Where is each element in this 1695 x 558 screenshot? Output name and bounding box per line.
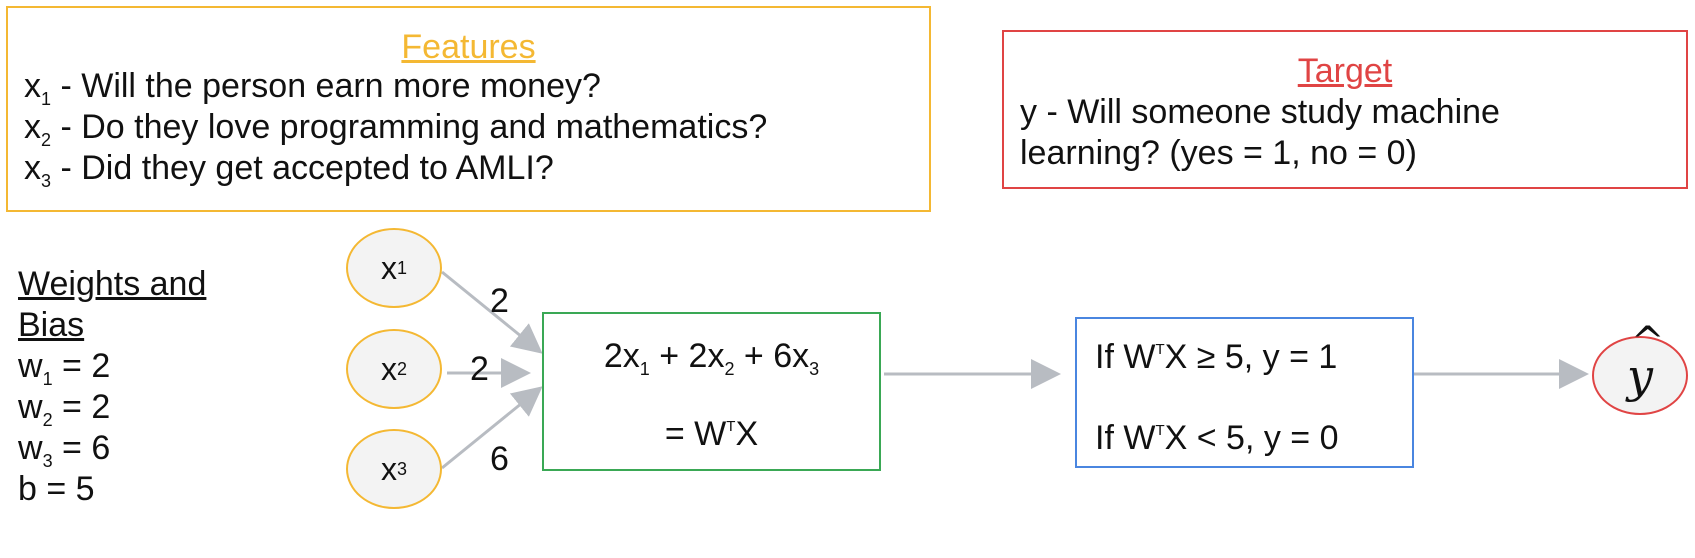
target-line-1: y - Will someone study machine — [1020, 93, 1500, 131]
input-node-x2: x 2 — [346, 329, 442, 409]
weights-bias-heading-2: Bias — [18, 306, 85, 344]
edge-weight-2: 2 — [470, 350, 489, 388]
y-hat-symbol: y — [1627, 348, 1653, 403]
weighted-sum-expression: $2x_1 + 2x_2 + 6x_3$ — [603, 337, 820, 379]
weighted-sum-box — [542, 312, 881, 471]
target-line-2: learning? (yes = 1, no = 0) — [1020, 134, 1417, 172]
edge-weight-1: 2 — [490, 282, 509, 320]
activation-box — [1075, 317, 1414, 468]
feature-item-3: $x_3$ - Did they get accepted to AMLI? — [24, 149, 554, 191]
edge-weight-3: 6 — [490, 440, 509, 478]
features-title: Features — [401, 28, 536, 66]
input-node-x3: x 3 — [346, 429, 442, 509]
y-hat-caret: ^ — [1631, 318, 1665, 365]
feature-item-2: $x_2$ - Do they love programming and mathematics? — [24, 108, 768, 150]
target-title: Target — [1297, 52, 1393, 90]
feature-item-1: $x_1$ - Will the person earn more money? — [24, 67, 601, 109]
weights-bias-heading-1: Weights and — [18, 265, 207, 303]
activation-rule-2: If $W^TX < 5$, y = 0 — [1095, 419, 1339, 457]
output-node-y-hat — [1592, 318, 1688, 415]
weight-row-3: $w_3 = 6$ — [18, 429, 111, 471]
weight-row-1: $w_1 = 2$ — [18, 347, 111, 389]
bias-row: b = 5 — [18, 470, 95, 508]
input-node-x1: x 1 — [346, 228, 442, 308]
activation-rule-1: If $W^TX \ge 5$, y = 1 — [1095, 338, 1338, 376]
weight-row-2: $w_2 = 2$ — [18, 388, 111, 430]
weighted-sum-matrix-form: = $W^TX$ — [664, 415, 759, 453]
